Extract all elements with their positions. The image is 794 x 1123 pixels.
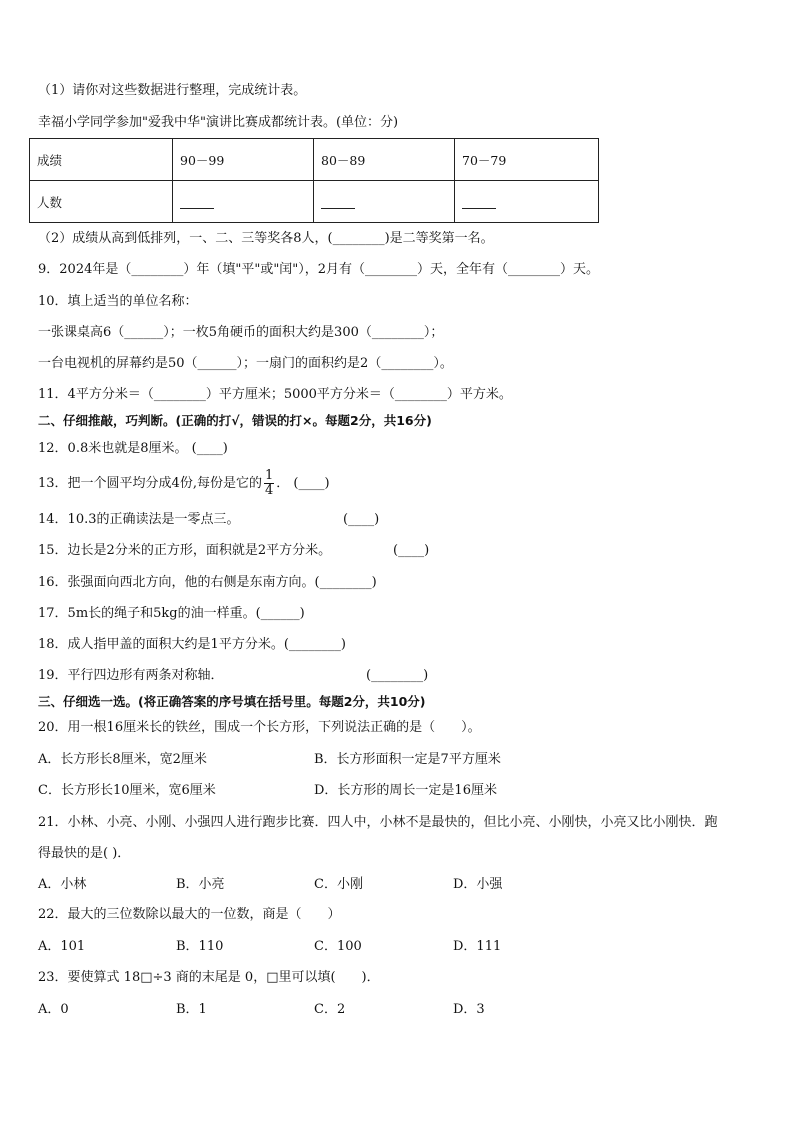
q23-option-d[interactable]: D．3 <box>453 1002 485 1017</box>
question-10-a: 一张课桌高6（______）；一枚5角硬币的面积大约是300（________）； <box>38 325 444 340</box>
q21-option-a[interactable]: A．小林 <box>38 877 87 892</box>
q23-option-b[interactable]: B．1 <box>176 1002 207 1017</box>
question-14-paren[interactable]: (____) <box>343 512 380 527</box>
q13-tail: ． (____) <box>276 476 330 491</box>
question-18: 18．成人指甲盖的面积大约是1平方分米。(________) <box>38 637 346 652</box>
question-20: 20．用一根16厘米长的铁丝，围成一个长方形，下列说法正确的是（ ）。 <box>38 720 481 735</box>
answer-blank[interactable] <box>321 196 355 209</box>
question-16: 16．张强面向西北方向，他的右侧是东南方向。(________) <box>38 575 377 590</box>
question-15: 15．边长是2分米的正方形，面积就是2平方分米。 <box>38 543 332 558</box>
q22-option-a[interactable]: A．101 <box>38 939 86 954</box>
section-2-heading: 二、仔细推敲，巧判断。(正确的打√，错误的打×。每题2分，共16分) <box>38 413 432 428</box>
fraction-numerator: 1 <box>264 468 274 483</box>
table-blank-cell[interactable] <box>173 181 314 223</box>
question-10: 10．填上适当的单位名称： <box>38 294 198 309</box>
question-13 <box>38 466 330 502</box>
q21-option-c[interactable]: C．小刚 <box>314 877 363 892</box>
question-19-paren[interactable]: (________) <box>366 668 429 683</box>
table-header-cell: 成绩 <box>30 139 173 181</box>
question-9: 9．2024年是（________）年（填"平"或"闰"），2月有（________）天，全年有（________）天。 <box>38 262 600 277</box>
q20-option-b[interactable]: B．长方形面积一定是7平方厘米 <box>314 752 501 767</box>
question-23: 23．要使算式 18□÷3 商的末尾是 0，□里可以填( )． <box>38 970 380 985</box>
section-3-heading: 三、仔细选一选。(将正确答案的序号填在括号里。每题2分，共10分) <box>38 694 426 709</box>
score-table <box>29 138 599 223</box>
q20-option-a[interactable]: A．长方形长8厘米，宽2厘米 <box>38 752 207 767</box>
q23-option-c[interactable]: C．2 <box>314 1002 346 1017</box>
q22-option-d[interactable]: D．111 <box>453 939 502 954</box>
fraction-denominator: 4 <box>264 483 274 498</box>
table-blank-cell[interactable] <box>314 181 455 223</box>
table-caption: 幸福小学同学参加"爱我中华"演讲比赛成都统计表。(单位：分) <box>38 115 399 130</box>
question-19: 19．平行四边形有两条对称轴． <box>38 668 224 683</box>
q22-option-c[interactable]: C．100 <box>314 939 362 954</box>
question-14: 14．10.3的正确读法是一零点三。 <box>38 512 240 527</box>
table-blank-cell[interactable] <box>455 181 599 223</box>
question-21-line1: 21．小林、小亮、小刚、小强四人进行跑步比赛．四人中，小林不是最快的，但比小亮、小刚快，小亮又比小刚快．跑 <box>38 815 718 830</box>
q22-option-b[interactable]: B．110 <box>176 939 224 954</box>
q20-option-c[interactable]: C．长方形长10厘米，宽6厘米 <box>38 783 216 798</box>
q8-part2: （2）成绩从高到低排列，一、二、三等奖各8人，(________)是二等奖第一名。 <box>38 231 494 246</box>
q8-part1: （1）请你对这些数据进行整理，完成统计表。 <box>38 83 307 98</box>
question-22: 22．最大的三位数除以最大的一位数，商是（ ） <box>38 907 341 922</box>
q21-option-d[interactable]: D．小强 <box>453 877 503 892</box>
table-header-cell: 90－99 <box>173 139 314 181</box>
question-10-b: 一台电视机的屏幕约是50（______）；一扇门的面积约是2（________）。 <box>38 356 453 371</box>
question-15-paren[interactable]: (____) <box>393 543 430 558</box>
question-11: 11．4平方分米＝（________）平方厘米；5000平方分米＝（________）平方米。 <box>38 387 512 402</box>
question-17: 17．5m长的绳子和5kg的油一样重。(______) <box>38 606 305 621</box>
table-header-cell: 80－89 <box>314 139 455 181</box>
q23-option-a[interactable]: A．0 <box>38 1002 69 1017</box>
question-21-line2: 得最快的是( )． <box>38 846 131 861</box>
answer-blank[interactable] <box>180 196 214 209</box>
table-row-label: 人数 <box>30 181 173 223</box>
question-12: 12．0.8米也就是8厘米。 (____) <box>38 441 228 456</box>
table-header-cell: 70－79 <box>455 139 599 181</box>
q20-option-d[interactable]: D．长方形的周长一定是16厘米 <box>314 783 497 798</box>
fraction-one-quarter <box>264 469 274 498</box>
q13-text: 13．把一个圆平均分成4份,每份是它的 <box>38 476 262 491</box>
q21-option-b[interactable]: B．小亮 <box>176 877 225 892</box>
answer-blank[interactable] <box>462 196 496 209</box>
